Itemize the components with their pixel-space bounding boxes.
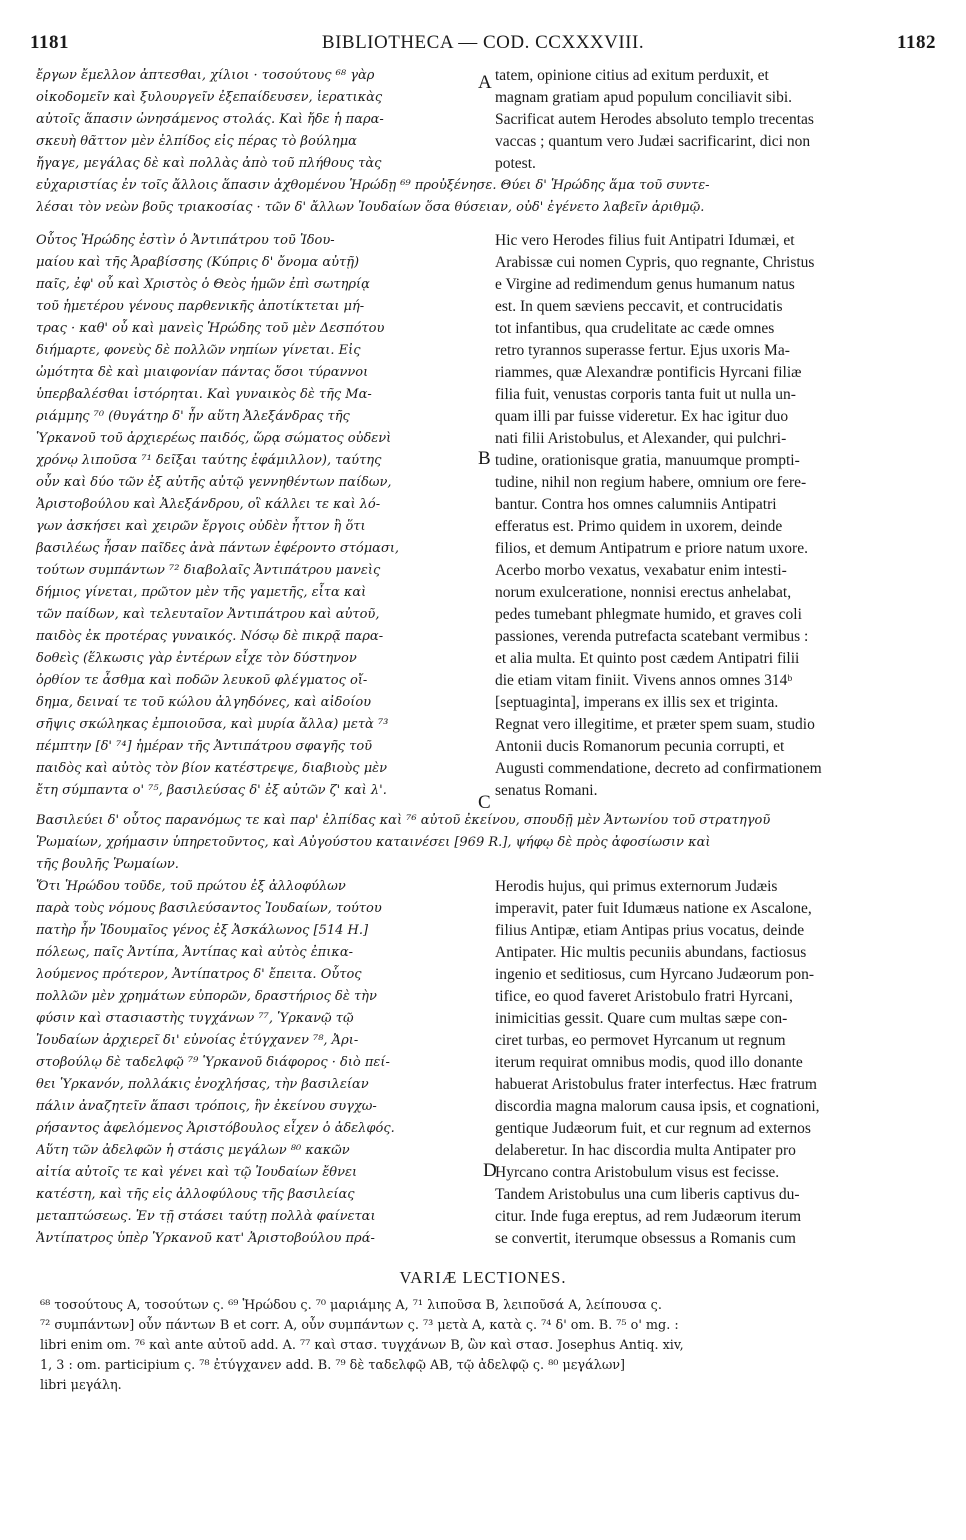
greek-line: Οὗτος Ἡρώδης ἐστὶν ὁ Ἀντιπάτρου τοῦ Ἰδου-: [36, 233, 335, 248]
greek-line: τούτων συμπάντων ⁷² διαβολαῖς Ἀντιπάτρου μανεὶς: [36, 563, 381, 578]
latin-line: tifice, eo quod faveret Aristobulo fratri Hyrcani,: [495, 988, 793, 1005]
greek-line: δημα, δειναί τε τοῦ κώλου ἀλγηδόνες, καὶ αἰδοίου: [36, 695, 372, 710]
latin-line: magnam gratiam apud populum conciliavit sibi.: [495, 89, 793, 106]
latin-line: tatem, opinione citius ad exitum perduxit, et: [495, 67, 769, 84]
latin-line: Tandem Aristobulus una cum liberis captivus du-: [495, 1186, 800, 1203]
variant-reading-line: libri enim om. ⁷⁶ καὶ ante αὐτοῦ add. A. ⁷⁷ καὶ στασ. τυγχάνων B, ὢν καὶ στασ. Josephus Antiq. xiv,: [40, 1338, 684, 1353]
latin-line: filios, et demum Antipatrum e priore natum uxore.: [495, 540, 808, 557]
greek-line: λέσαι τὸν νεὼν βοῦς τριακοσίας · τῶν δ' ἄλλων Ἰουδαίων ὅσα θύσειαν, οὐδ' ἐγένετο λαβεῖν ἀριθμῷ.: [36, 200, 705, 215]
latin-line: gentique Judæorum fuit, et cur regnum ad externos: [495, 1120, 811, 1137]
latin-line: pedes tumebant phlegmate humido, et graves coli: [495, 606, 802, 623]
greek-line: τρας · καθ' οὗ καὶ μανεὶς Ἡρώδης τοῦ μὲν Δεσπότου: [36, 321, 385, 336]
latin-line: et alia multa. Et quinto post cædem Antipatri filii: [495, 650, 800, 667]
greek-line: οἰκοδομεῖν καὶ ξυλουργεῖν ἐξεπαίδευσεν, ἱερατικὰς: [36, 90, 383, 105]
greek-line: πέμπτην [δ' ⁷⁴] ἡμέραν τῆς Ἀντιπάτρου σφαγῆς τοῦ: [36, 739, 373, 754]
variae-lectiones-title: VARIÆ LECTIONES.: [399, 1268, 567, 1287]
greek-line: παιδὸς καὶ αὐτὸς τὸν βίον κατέστρεψε, διαβιοὺς μὲν: [36, 761, 388, 776]
greek-line: πάλιν ἀναζητεῖν ἅπασι τρόποις, ἣν ἐκείνου συγχω-: [36, 1099, 377, 1114]
latin-line: est. In quem sæviens peccavit, et contrucidatis: [495, 298, 783, 315]
greek-line: ἤγαγε, μεγάλας δὲ καὶ πολλὰς ἀπὸ τοῦ πλήθους τὰς: [36, 156, 382, 171]
greek-line: Ὑρκανοῦ τοῦ ἀρχιερέως παιδός, ὥρᾳ σώματος οὐδενὶ: [36, 431, 392, 446]
latin-line: inimicitias gessit. Quare cum multas sæpe con-: [495, 1010, 788, 1027]
greek-line: ἔτη σύμπαντα ο' ⁷⁵, βασιλεύσας δ' ἐξ αὐτῶν ζ' καὶ λ'.: [36, 783, 387, 798]
greek-line: αὐτοῖς ἅπασιν ὠνησάμενος στολάς. Καὶ ἤδε ἡ παρα-: [36, 112, 384, 127]
greek-line: θει Ὑρκανόν, πολλάκις ἐνοχλήσας, τὴν βασιλείαν: [36, 1077, 369, 1092]
latin-line: [septuaginta], imperans ex illis sex et triginta.: [495, 694, 779, 711]
greek-line: ρήσαντος ἀφελόμενος Ἀριστόβουλος εἶχεν ὁ ἀδελφός.: [36, 1121, 395, 1136]
latin-line: die etiam vitam finiit. Vivens annos omnes 314ᵇ: [495, 672, 793, 689]
latin-line: vaccas ; quantum vero Judæi sacrificarint, dici non: [495, 133, 811, 150]
greek-line: τῶν παίδων, καὶ τελευταῖον Ἀντιπάτρου καὶ αὐτοῦ,: [36, 607, 380, 622]
latin-line: senatus Romani.: [495, 782, 598, 799]
latin-line: Antonii ducis Romanorum pecunia corrupti, et: [495, 738, 785, 755]
margin-marker-c: C: [478, 792, 491, 813]
greek-line: μαίου καὶ τῆς Ἀραβίσσης (Κύπρις δ' ὄνομα αὐτῇ): [36, 255, 360, 270]
variant-reading-line: libri μεγάλη.: [40, 1378, 122, 1393]
latin-line: tudine, orationisque gratia, manuumque prompti-: [495, 452, 800, 469]
latin-line: filia fuit, venustas corporis tanta fuit ut nulla un-: [495, 386, 796, 403]
greek-line: βασιλέως ἦσαν παῖδες ἀνὰ πάντων ἐφέροντο στόμασι,: [36, 541, 400, 556]
variant-reading-line: ⁶⁸ τοσούτους A, τοσούτων ς. ⁶⁹ Ἡρώδου ς. ⁷⁰ μαριάμης A, ⁷¹ λιποῦσα B, λειποῦσά A, λείπουσα ς.: [40, 1298, 662, 1313]
latin-line: tot infantibus, qua crudelitate ac cæde omnes: [495, 320, 775, 337]
greek-line: ὑπερβαλέσθαι ἱστόρηται. Καὶ γυναικὸς δὲ τῆς Μα-: [36, 387, 372, 402]
greek-line: διήμαρτε, φονεὺς δὲ πολλῶν νηπίων γίνεται. Εἰς: [36, 343, 361, 358]
latin-line: Arabissæ cui nomen Cypris, quo regnante, Christus: [495, 254, 815, 271]
greek-line: Βασιλεύει δ' οὗτος παρανόμως τε καὶ παρ' ἐλπίδας καὶ ⁷⁶ αὐτοῦ ἐκείνου, σπουδῇ μὲν Ἀντωνίου τοῦ στρατηγοῦ: [36, 813, 771, 828]
latin-line: norum exulceratione, nonnisi erectus anhelabat,: [495, 584, 792, 601]
latin-line: riammes, quæ Alexandræ pontificis Hyrcani filiæ: [495, 364, 802, 381]
greek-line: Ὅτι Ἡρώδου τοῦδε, τοῦ πρώτου ἐξ ἀλλοφύλων: [36, 879, 346, 894]
greek-line: γων ἀσκήσει καὶ χειρῶν ἔργοις οὐδὲν ἧττον ἢ ὅτι: [36, 519, 366, 534]
greek-line: κατέστη, καὶ τῆς εἰς ἀλλοφύλους τῆς βασιλείας: [36, 1187, 355, 1202]
latin-line: nati filii Aristobulus, et Alexander, qui pulchri-: [495, 430, 787, 447]
latin-line: Acerbo morbo vexatus, vexabatur enim intesti-: [495, 562, 787, 579]
latin-line: e Virgine ad redimendum genus humanum natus: [495, 276, 795, 293]
greek-line: μεταπτώσεως. Ἐν τῇ στάσει ταύτῃ πολλὰ φαίνεται: [36, 1209, 376, 1224]
latin-line: Herodis hujus, qui primus externorum Judæis: [495, 878, 778, 895]
latin-line: tudine, nihil non regium habere, omnium ore fere-: [495, 474, 807, 491]
greek-line: παῖς, ἐφ' οὗ καὶ Χριστὸς ὁ Θεὸς ἡμῶν ἐπὶ σωτηρίᾳ: [36, 277, 370, 292]
greek-line: παρὰ τοὺς νόμους βασιλεύσαντος Ἰουδαίων, τούτου: [36, 901, 382, 916]
latin-line: potest.: [495, 155, 536, 172]
variant-reading-line: 1, 3 : om. participium ς. ⁷⁸ ἐτύγχανεν add. B. ⁷⁹ δὲ ταδελφῷ AB, τῷ ἀδελφῷ ς. ⁸⁰ μεγάλων]: [40, 1358, 626, 1373]
variant-reading-line: ⁷² συμπάντων] οὖν πάντων B et corr. A, οὖν συμπάντων ς. ⁷³ μετὰ A, κατὰ ς. ⁷⁴ δ' om. B. ⁷⁵ ο' mg. :: [40, 1318, 679, 1333]
latin-line: passiones, verenda putrefacta scatebant vermibus :: [495, 628, 809, 645]
greek-line: τοῦ ἡμετέρου γένους παρθενικῆς ἀποτίκτεται μή-: [36, 299, 365, 314]
latin-line: efferatus est. Primo quidem in uxorem, deinde: [495, 518, 783, 535]
greek-line: Ἀριστοβούλου καὶ Ἀλεξάνδρου, οἳ κάλλει τε καὶ λό-: [36, 497, 381, 512]
latin-line: quam illi par fuisse videretur. Ex hac igitur duo: [495, 408, 789, 425]
greek-line: ὀρθίον τε ἆσθμα καὶ ποδῶν λευκοῦ φλέγματος οἴ-: [36, 673, 368, 688]
left-page-number: 1181: [30, 32, 69, 53]
latin-line: ciret turbas, eo permovet Hyrcanum ut regnum: [495, 1032, 786, 1049]
margin-marker-d: D: [483, 1160, 497, 1181]
margin-marker-b: B: [478, 448, 491, 469]
greek-line: Ἰουδαίων ἀρχιερεῖ δι' εὐνοίας ἐτύγχανεν ⁷⁸, Ἀρι-: [36, 1033, 359, 1048]
latin-line: retro tyrannos superasse fertur. Ejus uxoris Ma-: [495, 342, 790, 359]
latin-line: Antipater. Hic multis pecuniis abundans, factiosus: [495, 944, 807, 961]
greek-line: εὐχαριστίας ἐν τοῖς ἄλλοις ἅπασιν ἀχθομένου Ἡρώδῃ ⁶⁹ προὐξένησε. Θύει δ' Ἡρώδης ἅμα τοῦ συντε-: [36, 178, 710, 193]
running-header: [30, 32, 936, 62]
latin-line: imperavit, pater fuit Idumæus natione ex Ascalone,: [495, 900, 812, 917]
latin-line: se convertit, iterumque obsessus a Romanis cum: [495, 1230, 796, 1247]
latin-line: Augusti commendatione, decreto ad confirmationem: [495, 760, 822, 777]
latin-line: bantur. Contra hos omnes calumniis Antipatri: [495, 496, 777, 513]
greek-line: Αὕτη τῶν ἀδελφῶν ἡ στάσις μεγάλων ⁸⁰ κακῶν: [36, 1143, 350, 1158]
latin-line: Sacrificat autem Herodes absoluto templo trecentas: [495, 111, 814, 128]
greek-line: πολλῶν μὲν χρημάτων εὐπορῶν, δραστήριος δὲ τὴν: [36, 989, 377, 1004]
greek-line: Ῥωμαίων, χρήμασιν ὑπηρετοῦντος, καὶ Αὐγούστου καταινέσει [969 R.], ψήφῳ δὲ πρὸς ἀφοσίωσιν καὶ: [36, 835, 711, 850]
latin-line: habuerat Aristobulus frater interfectus. Hæc fratrum: [495, 1076, 817, 1093]
greek-line: χρόνῳ λιποῦσα ⁷¹ δεῖξαι ταύτης ἐφάμιλλον), ταύτης: [36, 453, 382, 468]
greek-line: παιδὸς ἐκ προτέρας γυναικός. Νόσῳ δὲ πικρᾷ παρα-: [36, 629, 384, 644]
greek-line: σκευὴ θᾶττον μὲν ἐλπίδος εἰς πέρας τὸ βούλημα: [36, 134, 357, 149]
greek-line: δοθεὶς (ἕλκωσις γὰρ ἐντέρων εἶχε τὸν δύστηνον: [36, 651, 357, 666]
latin-line: filius Antipæ, etiam Antipas prius vocatus, deinde: [495, 922, 805, 939]
latin-line: Hyrcano contra Aristobulum visus est fecisse.: [495, 1164, 780, 1181]
greek-line: πατὴρ ἦν Ἰδουμαῖος γένος ἐξ Ἀσκάλωνος [514 H.]: [36, 923, 369, 938]
greek-line: ἔργων ἔμελλον ἀπτεσθαι, χίλιοι · τοσούτους ⁶⁸ γὰρ: [36, 68, 375, 83]
latin-line: discordia magna malorum causa ipsis, et cognationi,: [495, 1098, 820, 1115]
greek-line: τῆς βουλῆς Ῥωμαίων.: [36, 857, 179, 872]
greek-line: δήμιος γίνεται, πρῶτον μὲν τῆς γαμετῆς, εἶτα καὶ: [36, 585, 367, 600]
greek-line: οὖν καὶ δύο τῶν ἐξ αὐτῆς αὐτῷ γεννηθέντων παίδων,: [36, 475, 392, 490]
right-page-number: 1182: [897, 32, 936, 53]
margin-marker-a: A: [478, 72, 492, 93]
latin-line: delaberetur. In hac discordia multa Antipater pro: [495, 1142, 796, 1159]
page-title: BIBLIOTHECA — COD. CCXXXVIII.: [321, 32, 645, 53]
greek-line: σῆψις σκώληκας ἐμποιοῦσα, καὶ μυρία ἄλλα) μετὰ ⁷³: [36, 717, 389, 732]
latin-line: Hic vero Herodes filius fuit Antipatri Idumæi, et: [495, 232, 795, 249]
latin-line: citur. Inde fuga ereptus, ad rem Judæorum iterum: [495, 1208, 802, 1225]
latin-line: Regnat vero illegitime, et præter spem suam, studio: [495, 716, 815, 733]
greek-line: φύσιν καὶ στασιαστὴς τυγχάνων ⁷⁷, Ὑρκανῷ τῷ: [36, 1011, 354, 1026]
greek-line: στοβούλῳ δὲ ταδελφῷ ⁷⁹ Ὑρκανοῦ διάφορος · διὸ πεί-: [36, 1055, 390, 1070]
greek-line: Ἀντίπατρος ὑπὲρ Ὑρκανοῦ κατ' Ἀριστοβούλου πρά-: [36, 1231, 375, 1246]
latin-line: ingenio et seditiosus, cum Hyrcano Judæorum pon-: [495, 966, 814, 983]
greek-line: αἰτία αὐτοῖς τε καὶ γένει καὶ τῷ Ἰουδαίων ἔθνει: [36, 1165, 358, 1180]
greek-line: ριάμμης ⁷⁰ (θυγάτηρ δ' ἦν αὕτη Ἀλεξάνδρας τῆς: [36, 409, 350, 424]
greek-line: ὠμότητα δὲ καὶ μιαιφονίαν πάντας ὅσοι τύραννοι: [36, 365, 369, 380]
greek-line: λούμενος πρότερον, Ἀντίπατρος δ' ἔπειτα. Οὗτος: [36, 967, 362, 982]
greek-line: πόλεως, παῖς Ἀντίπα, Ἀντίπας καὶ αὐτὸς ἐπικα-: [36, 945, 354, 960]
latin-line: iterum requirat omnibus modis, quod illo donante: [495, 1054, 803, 1071]
